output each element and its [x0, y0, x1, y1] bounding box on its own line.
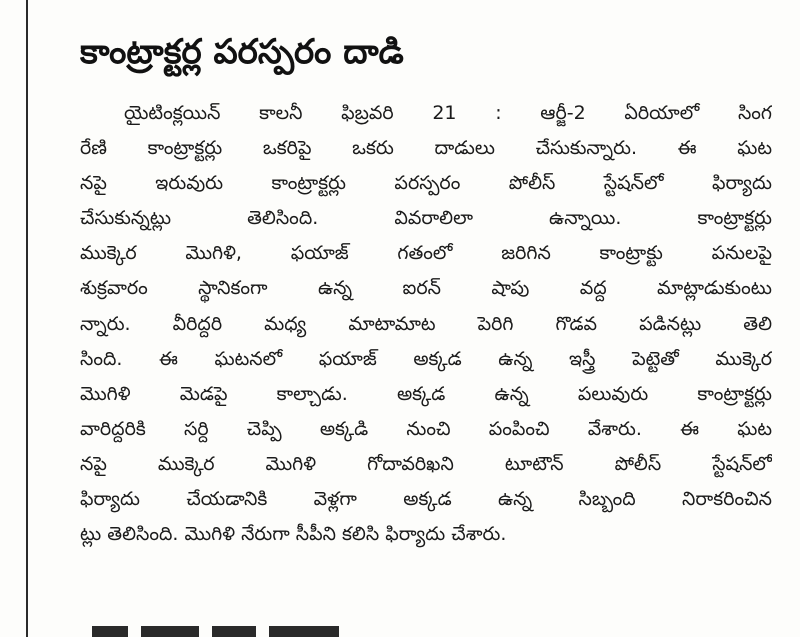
- cropped-previous-article-fragment: [100, 0, 580, 7]
- article-line: వారిద్దరికి సర్ది చెప్పి అక్కడి నుంచి పంపించి వేశారు. ఈ ఘట: [80, 417, 772, 440]
- article-line: సింది. ఈ ఘటనలో ఫయాజ్ అక్కడ ఉన్న ఇస్త్రీ పెట్టెతో ముక్కెర: [80, 347, 772, 370]
- article-line: చేసుకున్నట్లు తెలిసింది. వివరాలిలా ఉన్నాయి. కాంట్రాక్టర్లు: [80, 207, 772, 230]
- article-line: రేణి కాంట్రాక్టర్లు ఒకరిపై ఒకరు దాడులు చేసుకున్నారు. ఈ ఘట: [80, 137, 772, 160]
- cropped-next-heading-fragment: [92, 626, 352, 637]
- article-line: ట్లు తెలిసింది. మొగిళి నేరుగా సీపీని కలిసి ఫిర్యాదు చేశారు.: [80, 523, 507, 546]
- cropped-text-fragment: [100, 0, 580, 7]
- cropped-glyph-block: [92, 626, 128, 637]
- column-divider-rule: [26, 0, 28, 637]
- article-line: శుక్రవారం స్థానికంగా ఉన్న ఐరన్ షాపు వద్ద మాట్లాడుకుంటు: [80, 277, 772, 300]
- article-line: మొగిళి మెడపై కాల్చాడు. అక్కడ ఉన్న పలువురు కాంట్రాక్టర్లు: [80, 382, 772, 405]
- article-line: ఫిర్యాదు చేయడానికి వెళ్లగా అక్కడ ఉన్న సిబ్బంది నిరాకరించిన: [80, 488, 772, 511]
- article-line: నపై ముక్కెర మొగిళి గోదావరిఖని టూటౌన్ పోలీస్ స్టేషన్‌లో: [80, 452, 772, 475]
- article-line: న్నారు. వీరిద్దరి మధ్య మాటామాట పెరిగి గొడవ పడినట్లు తెలి: [80, 312, 772, 335]
- article-headline: కాంట్రాక్టర్ల పరస్పరం దాడి: [80, 32, 404, 72]
- cropped-glyph-block: [269, 626, 339, 637]
- article-line: ముక్కెర మొగిళి, ఫయాజ్ గతంలో జరిగిన కాంట్రాక్టు పనులపై: [80, 242, 772, 265]
- article-line: యైటింక్లయిన్ కాలనీ ఫిబ్రవరి 21 : ఆర్జీ-2 ఏరియాలో సింగ: [124, 102, 772, 124]
- article-line: నపై ఇరువురు కాంట్రాక్టర్లు పరస్పరం పోలీస్ స్టేషన్‌లో ఫిర్యాదు: [80, 172, 772, 195]
- cropped-glyph-block: [212, 626, 256, 637]
- article-body: [80, 96, 772, 552]
- cropped-glyph-block: [141, 626, 199, 637]
